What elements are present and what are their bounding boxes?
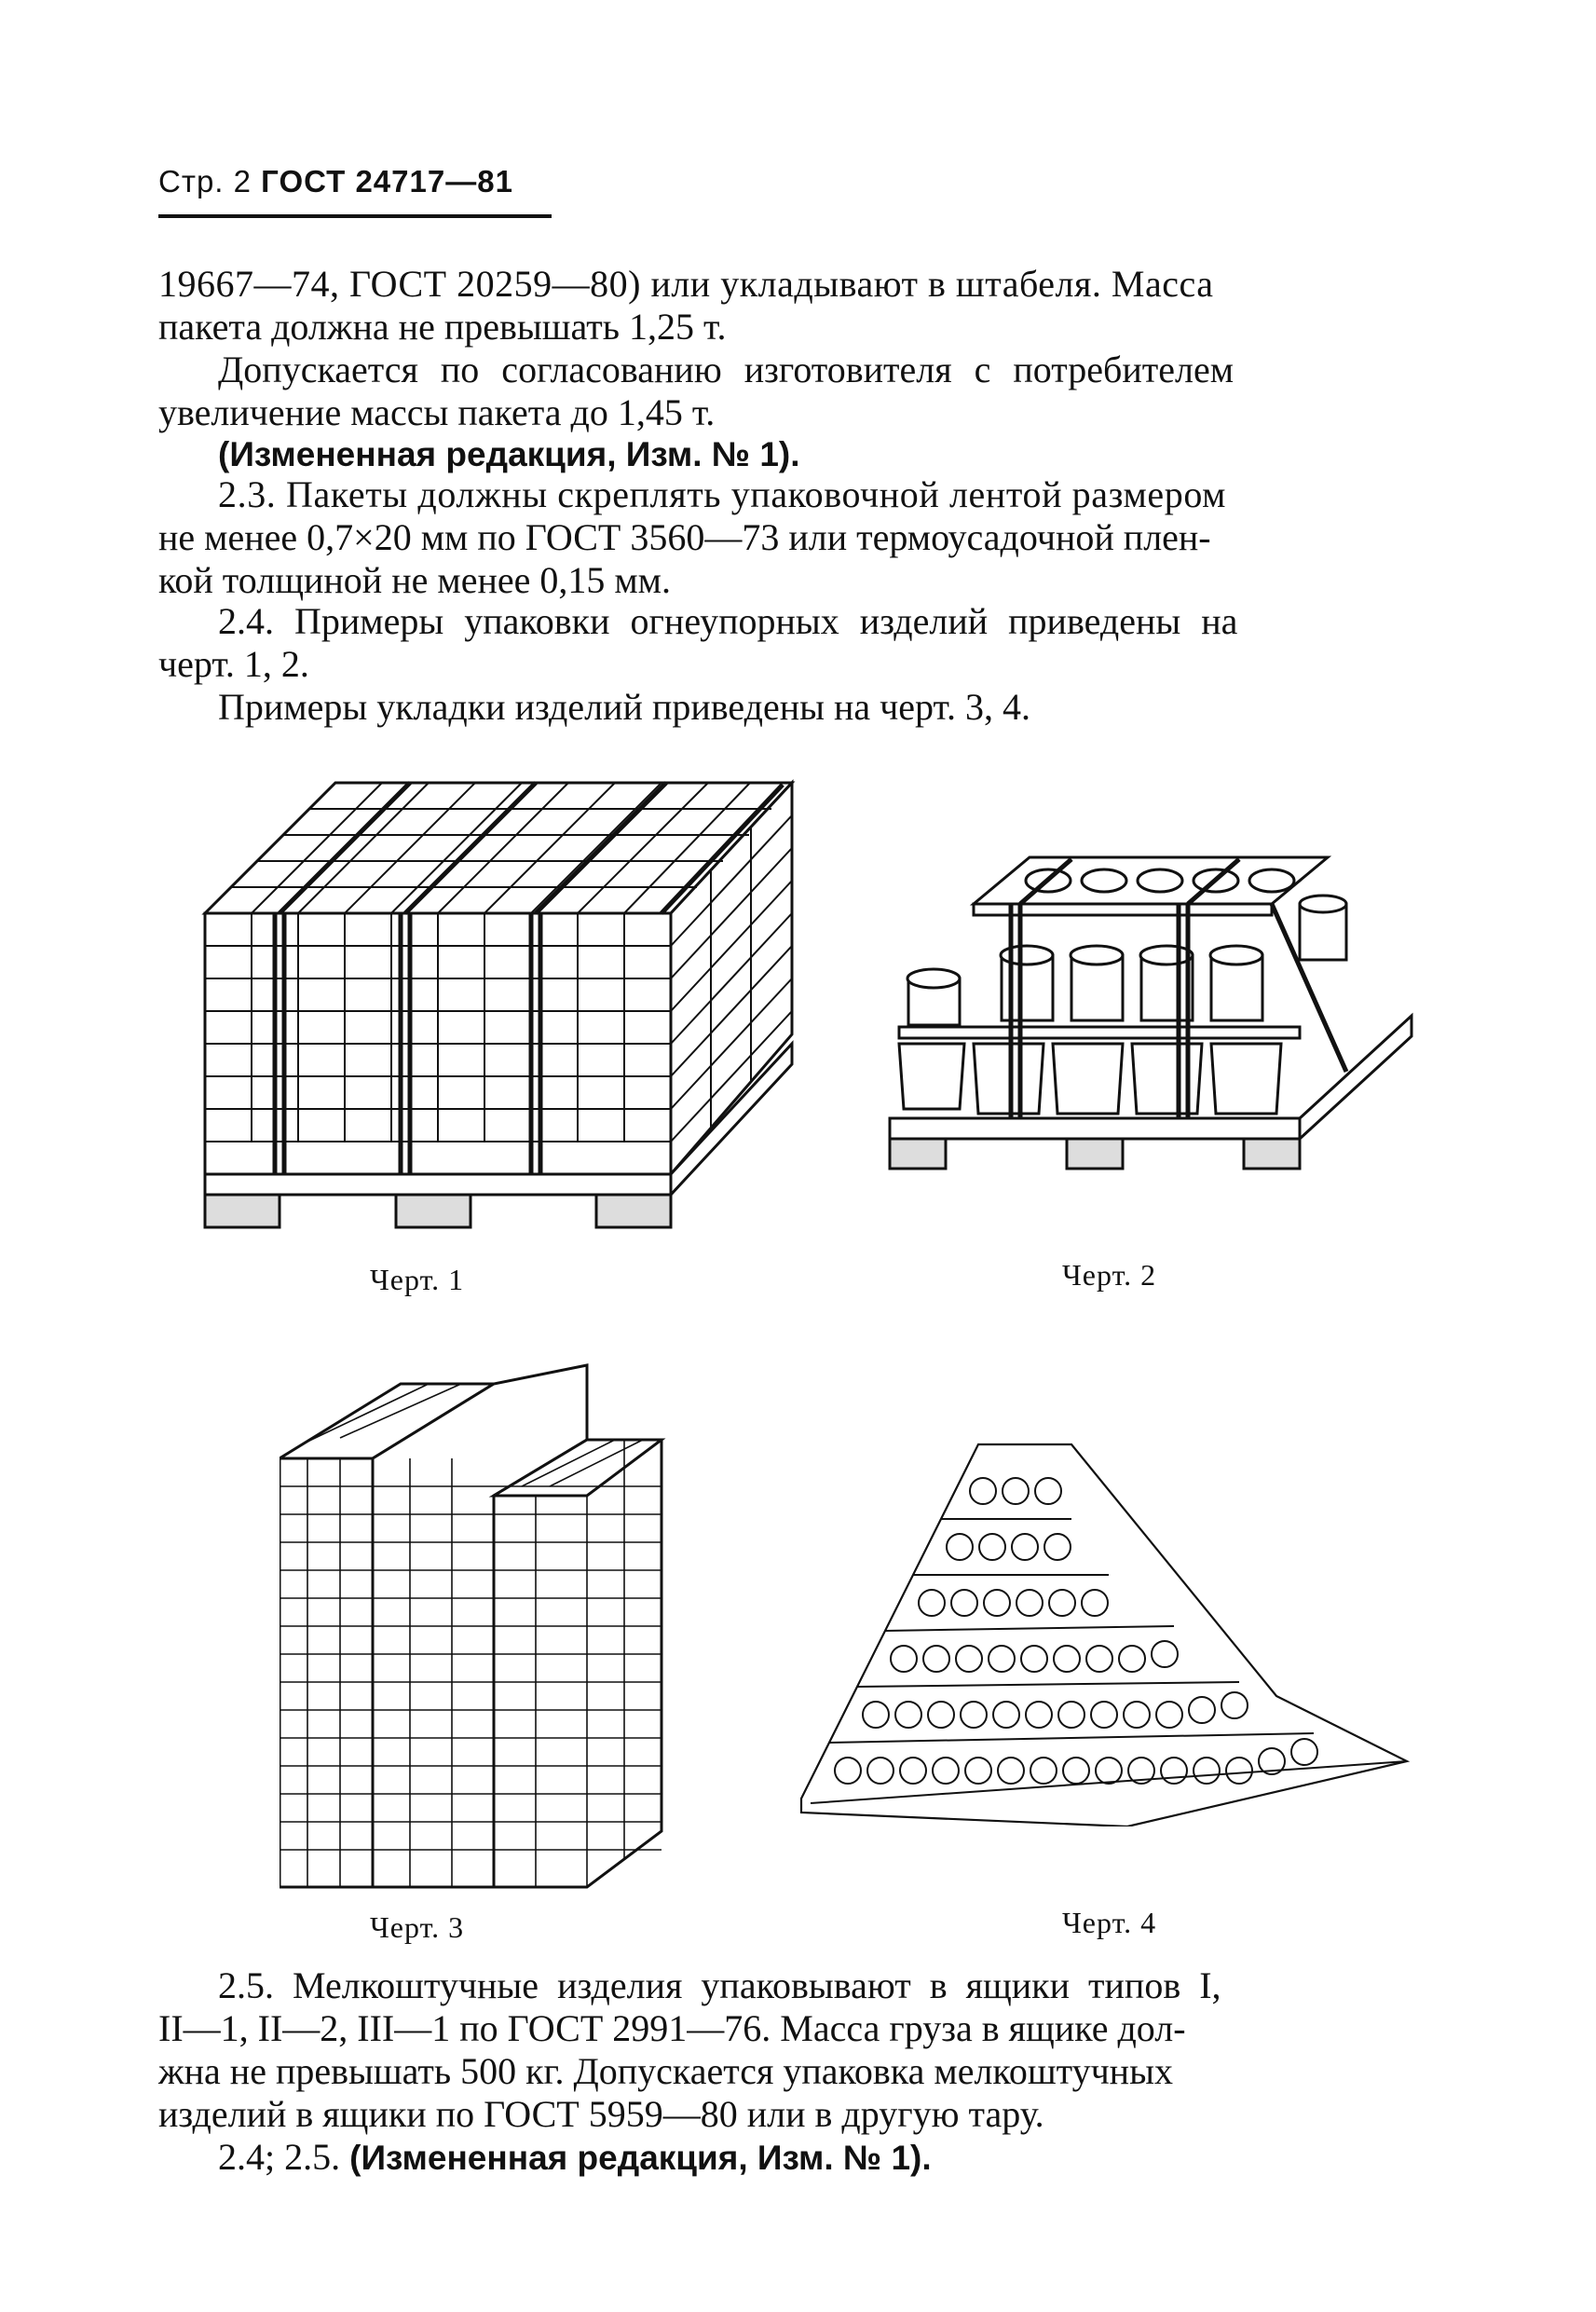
text-line: 19667—74, ГОСТ 20259—80) или укладывают в штабеля. Масса bbox=[158, 263, 1214, 305]
brick-stack-drawing bbox=[280, 1356, 671, 1896]
paragraph-continued bbox=[158, 263, 1458, 349]
revision-note: (Измененная редакция, Изм. № 1). bbox=[349, 2139, 932, 2177]
figure-3-brick-stack bbox=[280, 1356, 671, 1896]
cylinder-stack-drawing bbox=[792, 1435, 1425, 1826]
figure-4-cylinder-stack bbox=[792, 1435, 1425, 1826]
paragraph-final-revision bbox=[158, 2136, 1458, 2180]
page-label: Стр. 2 bbox=[158, 164, 252, 198]
standard-number: ГОСТ 24717—81 bbox=[261, 164, 513, 198]
page-header bbox=[158, 164, 550, 199]
paragraph-2-5 bbox=[158, 1964, 1458, 2136]
text-line: пакета должна не превышать 1,25 т. bbox=[158, 306, 727, 348]
text-line: II—1, II—2, III—1 по ГОСТ 2991—76. Масса груза в ящике дол- bbox=[158, 2007, 1186, 2049]
revision-note: (Измененная редакция, Изм. № 1). bbox=[218, 435, 800, 473]
brick-pallet-drawing bbox=[196, 773, 811, 1230]
text-line: Примеры укладки изделий приведены на черт. 3, 4. bbox=[218, 686, 1030, 728]
cylinder-pallet-drawing bbox=[880, 848, 1421, 1202]
paragraph-2-4 bbox=[158, 600, 1458, 686]
text-prefix: 2.4; 2.5. bbox=[218, 2136, 350, 2178]
figure-1-brick-pallet bbox=[196, 773, 811, 1230]
paragraph-allowance bbox=[158, 349, 1458, 434]
paragraph-revision-note bbox=[158, 432, 1458, 476]
header-rule bbox=[158, 214, 552, 218]
text-line: жна не превышать 500 кг. Допускается упаковка мелкоштучных bbox=[158, 2050, 1173, 2092]
text-line: увеличение массы пакета до 1,45 т. bbox=[158, 391, 716, 433]
text-line: 2.3. Пакеты должны скреплять упаковочной лентой размером bbox=[218, 473, 1227, 515]
text-line: Допускается по согласованию изготовителя с потребителем bbox=[218, 349, 1235, 390]
figure-1-caption: Черт. 1 bbox=[370, 1263, 465, 1296]
text-line: 2.5. Мелкоштучные изделия упаковывают в ящики типов I, bbox=[218, 1964, 1221, 2006]
figure-2-cylinder-pallet bbox=[880, 848, 1421, 1202]
paragraph-stacking-examples bbox=[158, 686, 1458, 729]
text-line: черт. 1, 2. bbox=[158, 643, 309, 685]
text-line: 2.4. Примеры упаковки огнеупорных изделий приведены на bbox=[218, 600, 1238, 642]
figure-2-caption: Черт. 2 bbox=[1062, 1258, 1157, 1292]
figure-4-caption: Черт. 4 bbox=[1062, 1906, 1157, 1939]
figure-3-caption: Черт. 3 bbox=[370, 1910, 465, 1944]
text-line: изделий в ящики по ГОСТ 5959—80 или в другую тару. bbox=[158, 2093, 1044, 2135]
text-line: кой толщиной не менее 0,15 мм. bbox=[158, 559, 671, 601]
paragraph-2-3 bbox=[158, 473, 1458, 602]
text-line: не менее 0,7×20 мм по ГОСТ 3560—73 или термоусадочной плен- bbox=[158, 516, 1211, 558]
